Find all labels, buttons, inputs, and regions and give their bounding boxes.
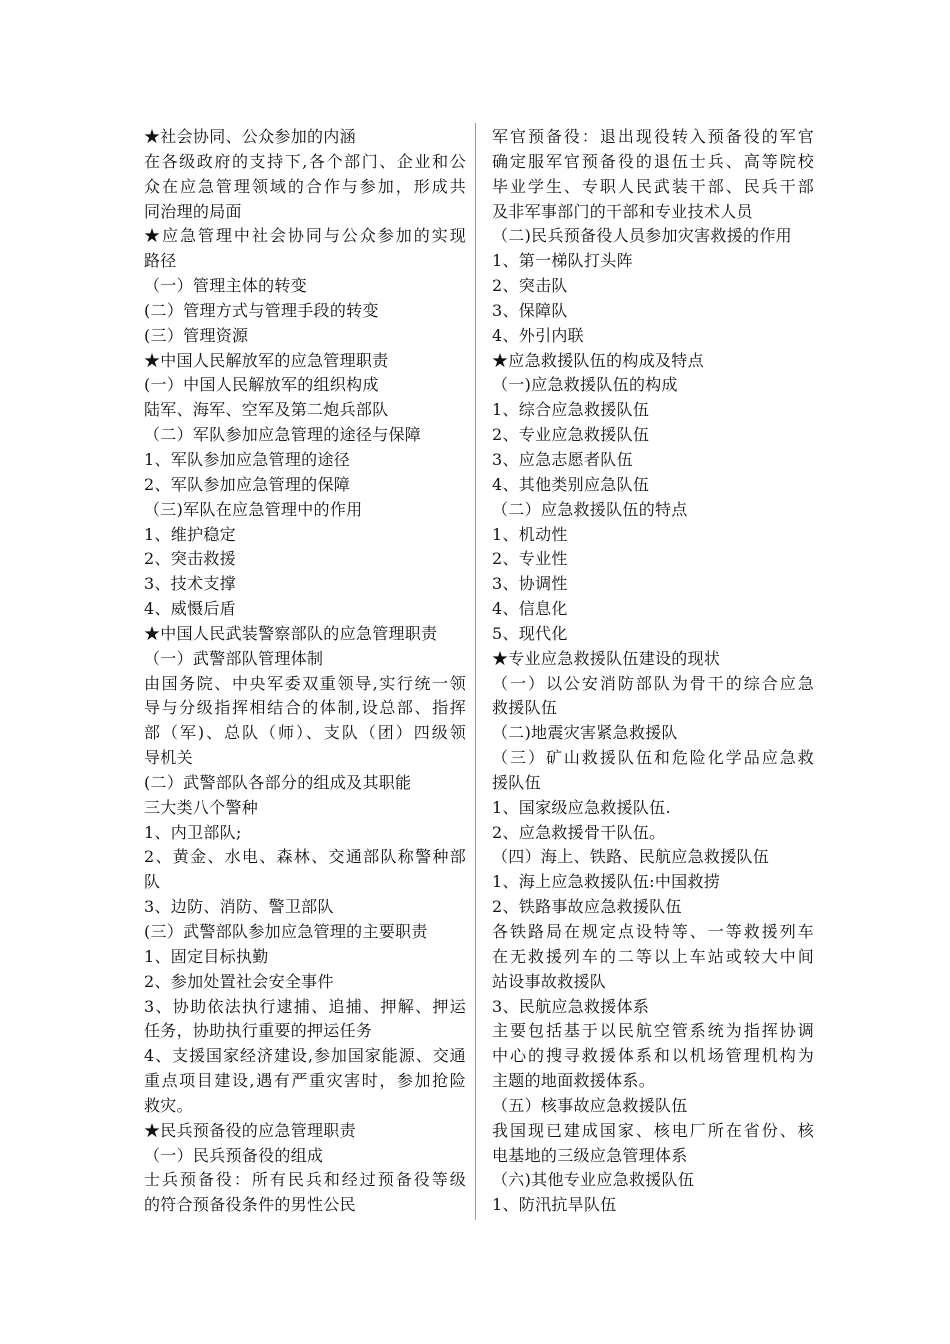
text-line: 三大类八个警种 <box>144 797 259 817</box>
text-line: 2、黄金、水电、森林、交通部队称警种部 <box>144 847 466 867</box>
section-heading: ★社会协同、公众参加的内涵 <box>144 127 356 146</box>
text-line: （一）以公安消防部队为骨干的综合应急 <box>492 673 814 693</box>
text-line: 援队伍 <box>492 772 541 792</box>
section-heading: ★应急管理中社会协同与公众参加的实现 <box>144 226 466 246</box>
section-heading: ★中国人民解放军的应急管理职责 <box>144 350 389 370</box>
text-line: (三）武警部队参加应急管理的主要职责 <box>144 922 428 941</box>
text-line: 4、威慑后盾 <box>144 599 236 619</box>
text-line: 部（军)、总队（师）、支队（团）四级领 <box>144 723 466 743</box>
text-line: (一）中国人民解放军的组织构成 <box>144 375 379 395</box>
section-heading: ★中国人民武装警察部队的应急管理职责 <box>144 623 438 643</box>
text-line: 重点项目建设,遇有严重灾害时，参加抢险 <box>144 1071 466 1091</box>
text-line: （五）核事故应急救援队伍 <box>492 1095 688 1115</box>
text-line: 1、维护稳定 <box>144 524 236 544</box>
text-line: 2、专业性 <box>492 549 568 569</box>
text-line: 1、固定目标执勤 <box>144 946 269 966</box>
text-line: （二)民兵预备役人员参加灾害救援的作用 <box>492 226 792 246</box>
text-line: （一）武警部队管理体制 <box>144 648 324 668</box>
text-line: 毕业学生、专职人民武装干部、民兵干部 <box>492 176 814 196</box>
text-line: 2、铁路事故应急救援队伍 <box>492 897 682 917</box>
text-line: 1、国家级应急救援队伍. <box>492 797 671 817</box>
text-line: 站设事故救援队 <box>492 971 607 991</box>
text-line: 同治理的局面 <box>144 201 242 221</box>
text-line: （四）海上、铁路、民航应急救援队伍 <box>492 847 770 867</box>
column-divider <box>475 123 476 1220</box>
text-line: 主题的地面救援体系。 <box>492 1071 656 1091</box>
section-heading: ★民兵预备役的应急管理职责 <box>144 1120 356 1140</box>
text-line: 在各级政府的支持下,各个部门、企业和公 <box>144 151 466 171</box>
text-line: 1、防汛抗旱队伍 <box>492 1195 617 1215</box>
text-line: （一）民兵预备役的组成 <box>144 1145 324 1165</box>
text-line: 4、其他类别应急队伍 <box>492 474 650 494</box>
text-line: 4、信息化 <box>492 599 568 619</box>
text-line: 2、突击队 <box>492 276 568 296</box>
text-line: 确定服军官预备役的退伍士兵、高等院校 <box>492 151 814 171</box>
text-line: （二)地震灾害紧急救援队 <box>492 723 678 743</box>
section-heading: ★专业应急救援队伍建设的现状 <box>492 648 721 668</box>
text-line: 导与分级指挥相结合的体制,设总部、指挥 <box>144 698 466 718</box>
text-line: 3、协助依法执行逮捕、追捕、押解、押运 <box>144 996 466 1016</box>
right-column <box>492 125 814 1218</box>
text-line: 3、保障队 <box>492 300 568 320</box>
text-line: （三）矿山救援队伍和危险化学品应急救 <box>492 748 814 768</box>
text-line: 1、海上应急救援队伍:中国救捞 <box>492 872 721 892</box>
text-line: 救灾。 <box>144 1095 193 1115</box>
text-line: (二）武警部队各部分的组成及其职能 <box>144 772 412 792</box>
text-line: 1、机动性 <box>492 524 568 544</box>
text-line: 军官预备役：退出现役转入预备役的军官 <box>492 127 814 146</box>
text-line: 在无救援列车的二等以上车站或较大中间 <box>492 946 814 966</box>
text-line: 2、应急救援骨干队伍。 <box>492 822 666 842</box>
text-line: 3、协调性 <box>492 574 568 594</box>
text-line: 中心的搜寻救援体系和以机场管理机构为 <box>492 1046 814 1066</box>
text-line: 队 <box>144 872 161 892</box>
left-column <box>144 125 466 1218</box>
text-line: 4、外引内联 <box>492 325 584 345</box>
text-line: 各铁路局在规定点设特等、一等救援列车 <box>492 922 814 941</box>
text-line: 1、军队参加应急管理的途径 <box>144 449 351 469</box>
text-line: 3、边防、消防、警卫部队 <box>144 897 334 917</box>
text-line: 及非军事部门的干部和专业技术人员 <box>492 201 753 221</box>
text-line: 陆军、海军、空军及第二炮兵部队 <box>144 400 389 420</box>
text-line: （二）军队参加应急管理的途径与保障 <box>144 425 422 445</box>
text-line: 2、突击救援 <box>144 549 236 569</box>
text-line: （二）应急救援队伍的特点 <box>492 499 688 519</box>
text-line: 任务，协助执行重要的押运任务 <box>144 1021 373 1041</box>
text-line: 5、现代化 <box>492 623 568 643</box>
text-line: 士兵预备役：所有民兵和经过预备役等级 <box>144 1170 466 1190</box>
text-line: 主要包括基于以民航空管系统为指挥协调 <box>492 1021 814 1041</box>
text-line: 3、技术支撑 <box>144 574 236 594</box>
text-line: （一)应急救援队伍的构成 <box>492 375 678 395</box>
text-line: 3、民航应急救援体系 <box>492 996 650 1016</box>
text-line: 4、支援国家经济建设,参加国家能源、交通 <box>144 1046 466 1066</box>
text-line: 1、内卫部队; <box>144 822 242 842</box>
text-line: 1、第一梯队打头阵 <box>492 251 633 271</box>
text-line: （一）管理主体的转变 <box>144 276 308 296</box>
text-line: 救援队伍 <box>492 698 558 718</box>
text-line: （六)其他专业应急救援队伍 <box>492 1170 695 1190</box>
text-line: 电基地的三级应急管理体系 <box>492 1145 688 1165</box>
text-line: 路径 <box>144 251 177 271</box>
text-line: (二）管理方式与管理手段的转变 <box>144 300 379 320</box>
text-line: 导机关 <box>144 748 193 768</box>
text-line: 1、综合应急救援队伍 <box>492 400 650 420</box>
text-line: 2、参加处置社会安全事件 <box>144 971 334 991</box>
text-line: 2、军队参加应急管理的保障 <box>144 474 351 494</box>
text-line: 众在应急管理领域的合作与参加，形成共 <box>144 176 466 196</box>
text-line: 2、专业应急救援队伍 <box>492 425 650 445</box>
text-line: （三)军队在应急管理中的作用 <box>144 499 363 519</box>
text-line: 由国务院、中央军委双重领导,实行统一领 <box>144 673 466 693</box>
text-line: 3、应急志愿者队伍 <box>492 449 633 469</box>
text-line: (三）管理资源 <box>144 325 249 345</box>
text-line: 的符合预备役条件的男性公民 <box>144 1195 356 1215</box>
section-heading: ★应急救援队伍的构成及特点 <box>492 350 704 370</box>
text-line: 我国现已建成国家、核电厂所在省份、核 <box>492 1120 814 1140</box>
